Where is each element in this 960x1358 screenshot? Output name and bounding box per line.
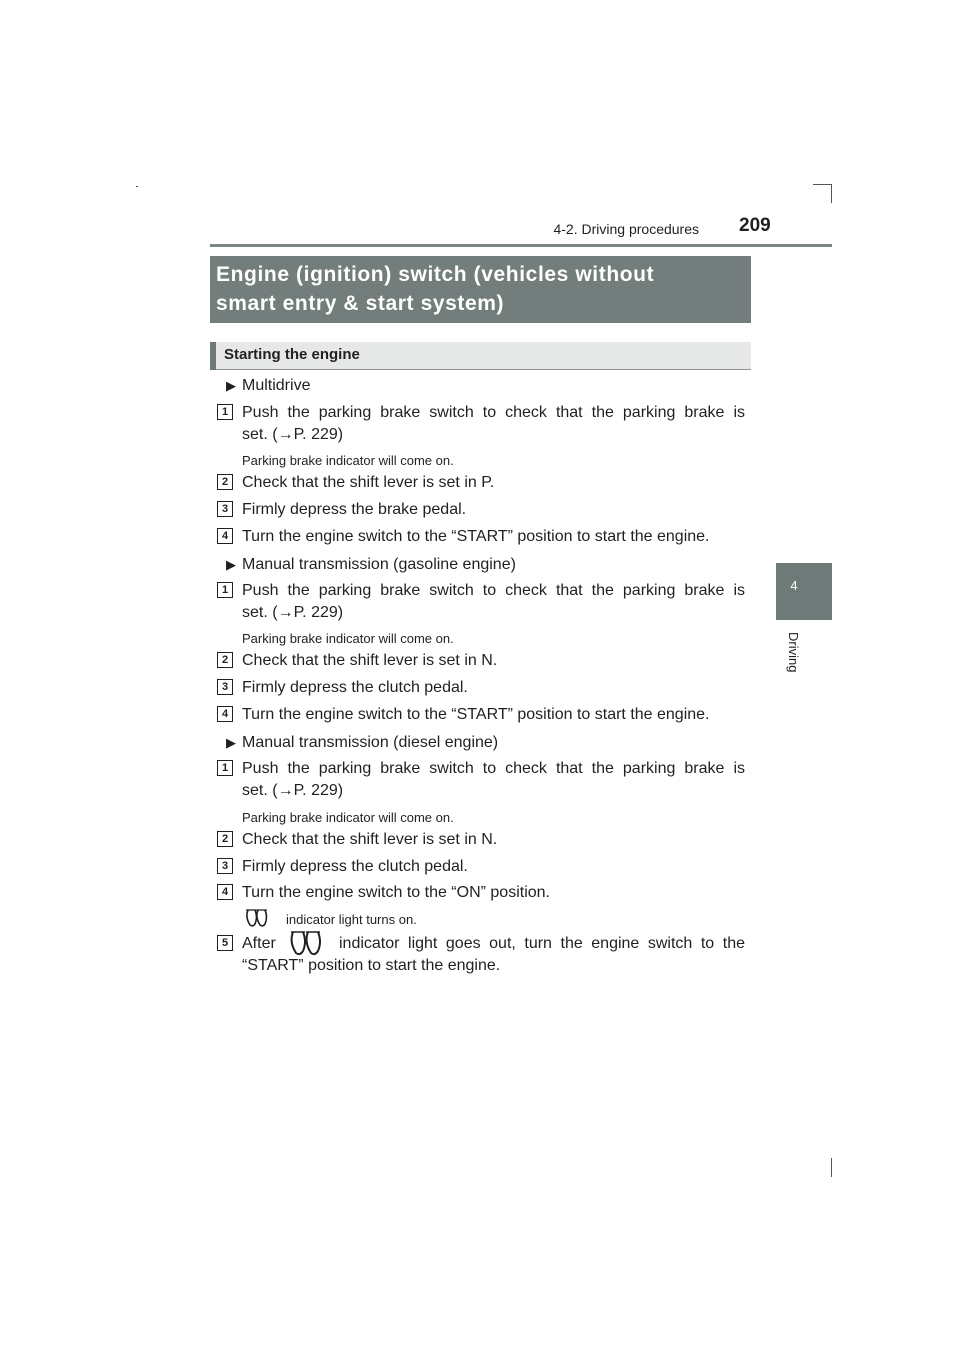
chapter-number: 4 (790, 578, 798, 593)
multidrive-heading: Multidrive (242, 377, 311, 394)
gasoline-step2: Check that the shift lever is set in N. (242, 652, 498, 669)
diesel-step5-after: indicator light goes out, turn the engine switch to the (339, 935, 745, 952)
step-number: 1 (217, 760, 233, 776)
crop-mark (831, 184, 832, 203)
diesel-step5-line2: “START” position to start the engine. (242, 957, 501, 974)
diesel-step4: Turn the engine switch to the “ON” position. (242, 884, 550, 901)
header-rule (210, 244, 832, 247)
crop-mark (831, 1158, 832, 1177)
gasoline-step1-line2: set. (→P. 229) (242, 604, 344, 621)
glow-plug-indicator-icon (244, 908, 280, 928)
step-number: 3 (217, 858, 233, 874)
diesel-step3: Firmly depress the clutch pedal. (242, 858, 468, 875)
multidrive-step1-line1: Push the parking brake switch to check that the parking brake is (242, 404, 745, 421)
triangle-bullet-icon: ▶ (226, 378, 236, 393)
diesel-heading: Manual transmission (diesel engine) (242, 734, 499, 751)
gasoline-heading: Manual transmission (gasoline engine) (242, 556, 516, 573)
diesel-step1-line1: Push the parking brake switch to check that the parking brake is (242, 760, 745, 777)
chapter-label: Driving (786, 632, 801, 673)
subheading-bar (210, 342, 216, 370)
subheading: Starting the engine (224, 346, 360, 363)
section-title: 4-2. Driving procedures (553, 221, 699, 237)
step-number: 1 (217, 404, 233, 420)
step-number: 4 (217, 528, 233, 544)
step-number: 2 (217, 831, 233, 847)
step-number: 5 (217, 935, 233, 951)
step-number: 2 (217, 474, 233, 490)
title-line-1: Engine (ignition) switch (vehicles without (216, 263, 655, 286)
crop-mark (136, 186, 138, 187)
triangle-bullet-icon: ▶ (226, 735, 236, 750)
step-number: 4 (217, 884, 233, 900)
multidrive-step2: Check that the shift lever is set in P. (242, 474, 495, 491)
diesel-step1-note: Parking brake indicator will come on. (242, 810, 454, 825)
multidrive-step1-line2: set. (→P. 229) (242, 426, 344, 443)
glow-plug-indicator-icon (288, 929, 332, 957)
gasoline-step1-note: Parking brake indicator will come on. (242, 631, 454, 646)
page-number: 209 (739, 215, 771, 236)
diesel-step5-before: After (242, 935, 276, 952)
gasoline-step1-line1: Push the parking brake switch to check that the parking brake is (242, 582, 745, 599)
multidrive-step3: Firmly depress the brake pedal. (242, 501, 467, 518)
diesel-step4-note: indicator light turns on. (286, 912, 417, 927)
step-number: 3 (217, 501, 233, 517)
gasoline-step4: Turn the engine switch to the “START” position to start the engine. (242, 706, 710, 723)
multidrive-step1-note: Parking brake indicator will come on. (242, 453, 454, 468)
diesel-step1-line2: set. (→P. 229) (242, 782, 344, 799)
gasoline-step3: Firmly depress the clutch pedal. (242, 679, 468, 696)
multidrive-step4: Turn the engine switch to the “START” position to start the engine. (242, 528, 710, 545)
step-number: 1 (217, 582, 233, 598)
crop-mark (813, 184, 832, 185)
step-number: 4 (217, 706, 233, 722)
diesel-step2: Check that the shift lever is set in N. (242, 831, 498, 848)
title-line-2: smart entry & start system) (216, 292, 505, 315)
step-number: 2 (217, 652, 233, 668)
page-title (216, 260, 746, 318)
step-number: 3 (217, 679, 233, 695)
triangle-bullet-icon: ▶ (226, 557, 236, 572)
